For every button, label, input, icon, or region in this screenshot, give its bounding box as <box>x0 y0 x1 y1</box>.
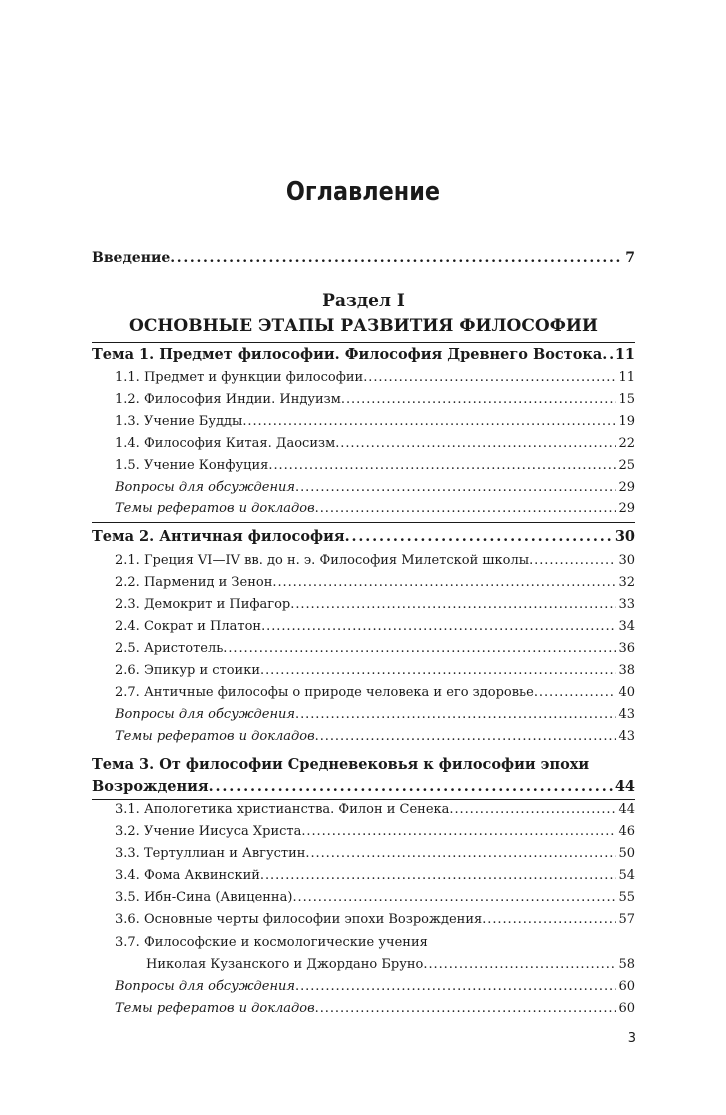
toc-topic-page: 30 <box>614 528 635 545</box>
toc-item[interactable]: 3.1. Апологетика христианства. Филон и Сенека . . . 44 <box>115 799 635 821</box>
toc-item[interactable]: 3.4. Фома Аквинский . . . 54 <box>115 865 635 887</box>
toc-item[interactable]: 2.4. Сократ и Платон . . . 34 <box>115 616 635 638</box>
toc-item-questions[interactable]: Вопросы для обсуждения . . . 60 <box>115 976 635 998</box>
toc-item[interactable]: 2.2. Парменид и Зенон . . . 32 <box>115 572 635 594</box>
toc-item[interactable]: 2.7. Античные философы о природе человека и его здоровье . . . 40 <box>115 682 635 704</box>
toc-entry-page: 7 <box>625 250 635 266</box>
section-heading: ОСНОВНЫЕ ЭТАПЫ РАЗВИТИЯ ФИЛОСОФИИ <box>129 316 598 336</box>
toc-item-topics[interactable]: Темы рефератов и докладов . . . 43 <box>115 726 635 748</box>
toc-item[interactable]: 3.3. Тертуллиан и Августин . . . 50 <box>115 843 635 865</box>
toc-topic-3-line1[interactable]: Тема 3. От философии Средневековья к философии эпохи <box>92 756 590 773</box>
page-number: 3 <box>627 1031 636 1046</box>
toc-item[interactable]: 2.5. Аристотель . . . 36 <box>115 638 635 660</box>
toc-item[interactable]: 1.5. Учение Конфуция . . . 25 <box>115 455 635 477</box>
section-divider <box>92 342 635 343</box>
toc-entry-intro[interactable] <box>92 247 635 269</box>
toc-item[interactable]: 1.4. Философия Китая. Даосизм . . . 22 <box>115 433 635 455</box>
toc-topic-label: Возрождения <box>92 778 209 795</box>
section-label: Раздел I <box>322 291 405 311</box>
toc-topic-3[interactable] <box>92 776 635 798</box>
toc-item-topics[interactable]: Темы рефератов и докладов . . . 29 <box>115 498 635 520</box>
toc-item[interactable]: 3.5. Ибн-Сина (Авиценна) . . . 55 <box>115 887 635 909</box>
toc-item[interactable]: 1.2. Философия Индии. Индуизм . . . 15 <box>115 389 635 411</box>
toc-topic-label: Тема 1. Предмет философии. Философия Древнего Востока <box>92 346 603 363</box>
toc-item[interactable]: 2.3. Демокрит и Пифагор . . . 33 <box>115 594 635 616</box>
toc-item[interactable]: 3.6. Основные черты философии эпохи Возрождения . . . 57 <box>115 909 635 931</box>
topic-divider <box>92 522 635 523</box>
toc-topic-label: Тема 2. Античная философия <box>92 528 345 545</box>
toc-item-questions[interactable]: Вопросы для обсуждения . . . 43 <box>115 704 635 726</box>
toc-topic-page: 11 <box>614 346 635 363</box>
toc-item[interactable]: Николая Кузанского и Джордано Бруно . . . 58 <box>146 954 635 976</box>
toc-item[interactable]: 3.2. Учение Иисуса Христа . . . 46 <box>115 821 635 843</box>
toc-entry-label: Введение <box>92 250 171 266</box>
toc-item[interactable]: 2.1. Греция VI—IV вв. до н. э. Философия Милетской школы . . . 30 <box>115 550 635 572</box>
page-title: Оглавление <box>285 177 441 207</box>
toc-item[interactable]: 2.6. Эпикур и стоики . . . 38 <box>115 660 635 682</box>
toc-item[interactable]: 1.3. Учение Будды . . . 19 <box>115 411 635 433</box>
toc-item-3-7-line1[interactable]: 3.7. Философские и космологические учения <box>115 935 428 950</box>
toc-topic-page: 44 <box>614 778 635 795</box>
toc-item[interactable]: 1.1. Предмет и функции философии . . . 11 <box>115 367 635 389</box>
toc-item-questions[interactable]: Вопросы для обсуждения . . . 29 <box>115 477 635 499</box>
toc-topic-1[interactable] <box>92 344 635 366</box>
toc-topic-2[interactable] <box>92 526 635 548</box>
toc-item-topics[interactable]: Темы рефератов и докладов . . . 60 <box>115 998 635 1020</box>
